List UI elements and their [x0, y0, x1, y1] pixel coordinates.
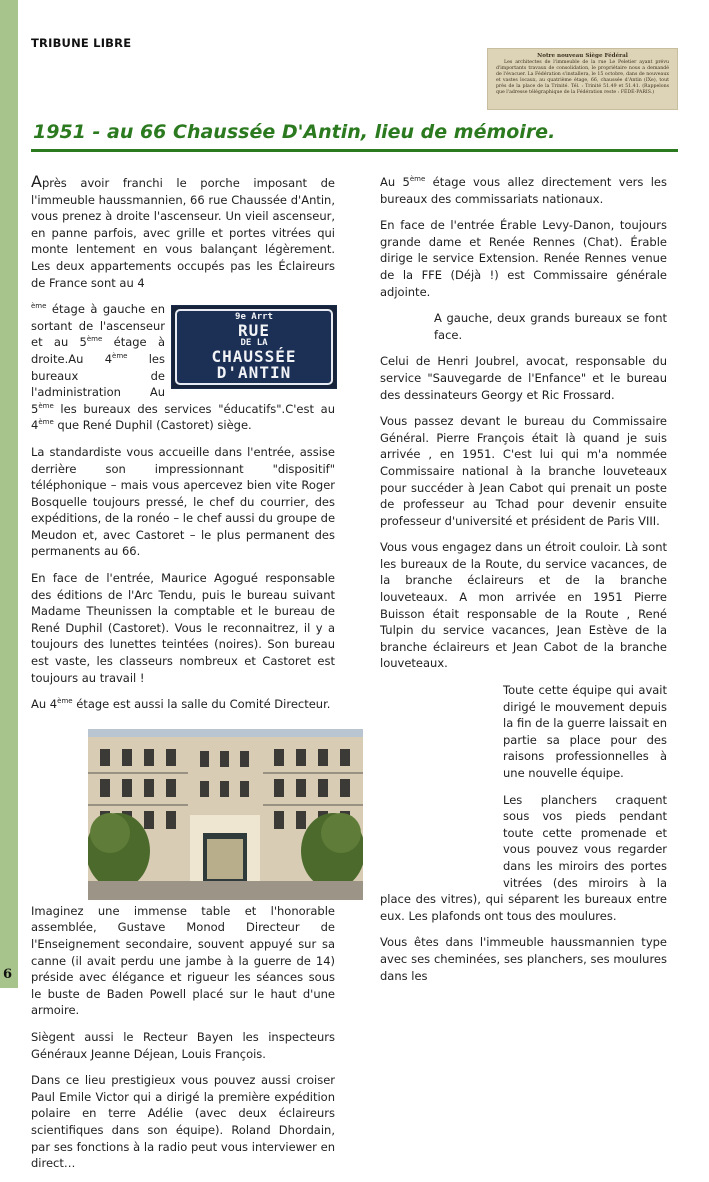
haussmann-courtyard-image: [88, 729, 363, 900]
paragraph: A gauche, deux grands bureaux se font face.: [434, 311, 667, 342]
paragraph: Siègent aussi le Recteur Bayen les inspecteurs Généraux Jeanne Déjean, Louis François.: [31, 1029, 335, 1061]
paragraph: [31, 696, 335, 713]
clipping-heading: Notre nouveau Siège Fédéral: [537, 53, 628, 59]
text: Au 4: [31, 697, 58, 712]
text: Au 5: [380, 175, 410, 189]
title-rule: [31, 149, 678, 152]
sign-district: 9e Arrt: [235, 312, 273, 323]
sign-line: D'ANTIN: [216, 363, 292, 383]
article-title: 1951 - au 66 Chaussée D'Antin, lieu de mémoire.: [33, 121, 556, 143]
paragraph: Vous passez devant le bureau du Commissaire Général. Pierre François était là quand je suis arrivée , en 1951. C'est lui qui m'a nommée Commissaire national à la branche louveteaux pour succéder à Jean Cabot qui prenait un poste de professeur au Tchad pour devenir ensuite professeur d'université et président de Paris VIII.: [380, 414, 667, 528]
paragraph: En face de l'entrée Érable Levy-Danon, toujours grande dame et Renée Rennes (Chat). Érable dirige le service Extension. Renée Rennes venue de la FFE (Déjà !) est Commissaire générale adjointe.: [380, 218, 667, 299]
superscript: ème: [86, 335, 103, 344]
newspaper-clipping: [487, 48, 678, 110]
paragraph: Dans ce lieu prestigieux vous pouvez aussi croiser Paul Emile Victor qui a dirigé la première expédition polaire en terre Adélie (avec deux éclaireurs scientifiques dans son équipe). Roland Dhordain, par ses fonctions à la radio peut vous interviewer en direct…: [31, 1073, 335, 1171]
paragraph: La standardiste vous accueille dans l'entrée, assise derrière son impressionnant "dispositif" téléphonique – mais vous apercevez bien vite Roger Bosquelle toujours pressé, le chef du courrier, des expéditions, de la ronéo – le chef aussi du groupe de Meudon et, avec Castoret – le plus permanent des permanents au 66.: [31, 444, 336, 559]
text: étage à droite.Au 4: [31, 335, 165, 366]
superscript: ème: [31, 302, 47, 311]
superscript: ème: [38, 401, 54, 410]
sign-line: DE LA: [240, 338, 268, 349]
paragraph: Vous êtes dans l'immeuble haussmannien type avec ses cheminées, ses planchers, ses moulures dans les: [380, 935, 667, 983]
text: les bureaux des services "éducatifs".C'est au 4: [31, 401, 335, 433]
paragraph: En face de l'entrée, Maurice Agogué responsable des éditions de l'Arc Tendu, puis le bureau suivant Madame Theunissen la comptable et le bureau de René Duphil (Castoret). Vous le reconnaitrez, il y a toujours des lunettes teintées (noires). Son bureau est vaste, les classeurs nombreux et Castoret est toujours au travail !: [31, 571, 335, 685]
text: les bureaux de l'administration Au 5: [31, 351, 166, 416]
page-number: 6: [3, 967, 13, 982]
paragraph: [31, 174, 335, 291]
building-photo: [88, 729, 363, 900]
paragraph: Celui de Henri Joubrel, avocat, responsable du service "Sauvegarde de l'Enfance" et le bureau des dessinateurs Georgy et Ric Frossard.: [380, 354, 667, 402]
drop-cap: A: [31, 172, 42, 191]
text: étage est aussi la salle du Comité Directeur.: [72, 697, 331, 712]
sign-line: CHAUSSÉE: [211, 347, 297, 367]
street-sign-image: [171, 305, 337, 389]
clipping-body: Les architectes de l'immeuble de la rue Le Peletier ayant prévu d'importants travaux de consolidation, le propriétaire nous a demandé de l'évacuer. La Fédération s'installera, le 15 octobre, dans de nouveaux et vastes locaux, au quatrième étage, 66, chaussée d'Antin (IXe), tout près de la place de la Trinité. Tél. : Trinité 51.49 et 51.41. (Rappelons que l'adresse télégraphique de la Fédération reste : FÉDÉ-PARIS.): [496, 60, 669, 96]
column-right: [380, 174, 667, 994]
superscript: ème: [409, 175, 426, 184]
superscript: ème: [38, 418, 54, 427]
sign-line: RUE: [238, 321, 270, 341]
paragraph: Vous vous engagez dans un étroit couloir. Là sont les bureaux de la Route, du service vacances, de la branche éclaireurs et de la branche louveteaux. A mon arrivée en 1951 Pierre Buisson était responsable de la Route , René Tulpin du service vacances, Jean Estève de la branche éclaireurs et Jean Cabot de la branche louveteaux.: [380, 540, 667, 671]
text: étage à gauche en sortant de l'ascenseur et au 5: [31, 302, 165, 350]
superscript: ème: [57, 697, 73, 706]
column-left: [31, 174, 335, 1182]
paragraph: [380, 174, 667, 207]
text: que René Duphil (Castoret) siège.: [53, 418, 252, 433]
text: près avoir franchi le porche imposant de l'immeuble haussmannien, 66 rue Chaussée d'Antin, vous prenez à droite l'ascenseur. Un vieil ascenseur, en panne parfois, avec grille et portes vitrées qui monte lentement en vous balançant légèrement. Les deux appartements occupés pas les Éclaireurs de France sont au 4: [31, 176, 335, 290]
photo-wrap-spacer: [380, 699, 503, 886]
superscript: ème: [112, 352, 128, 361]
sign-wrap-spacer: [380, 310, 434, 348]
page-side-bar: [0, 0, 18, 988]
paragraph: Les planchers craquent sous vos pieds pendant toute cette promenade et vous pouvez vous regarder dans les miroirs des portes vitrées (des miroirs à la place des vitres), qui séparent les bureaux entre eux. Les plafonds ont tous des moulures.: [380, 792, 667, 923]
paragraph: Toute cette équipe qui avait dirigé le mouvement depuis la fin de la guerre laissait en partie sa place pour des raisons professionnelles à une nouvelle équipe.: [503, 683, 667, 780]
text: étage vous allez directement vers les bureaux des commissariats nationaux.: [380, 175, 667, 206]
paragraph: Imaginez une immense table et l'honorable assemblée, Gustave Monod Directeur de l'Enseignement secondaire, souvent appuyé sur sa canne (il avait perdu une jambe à la guerre de 14) préside avec élégance et rigueur les séances sous le buste de Baden Powell placé sur le haut d'une armoire.: [31, 903, 335, 1018]
section-label: TRIBUNE LIBRE: [31, 36, 132, 50]
